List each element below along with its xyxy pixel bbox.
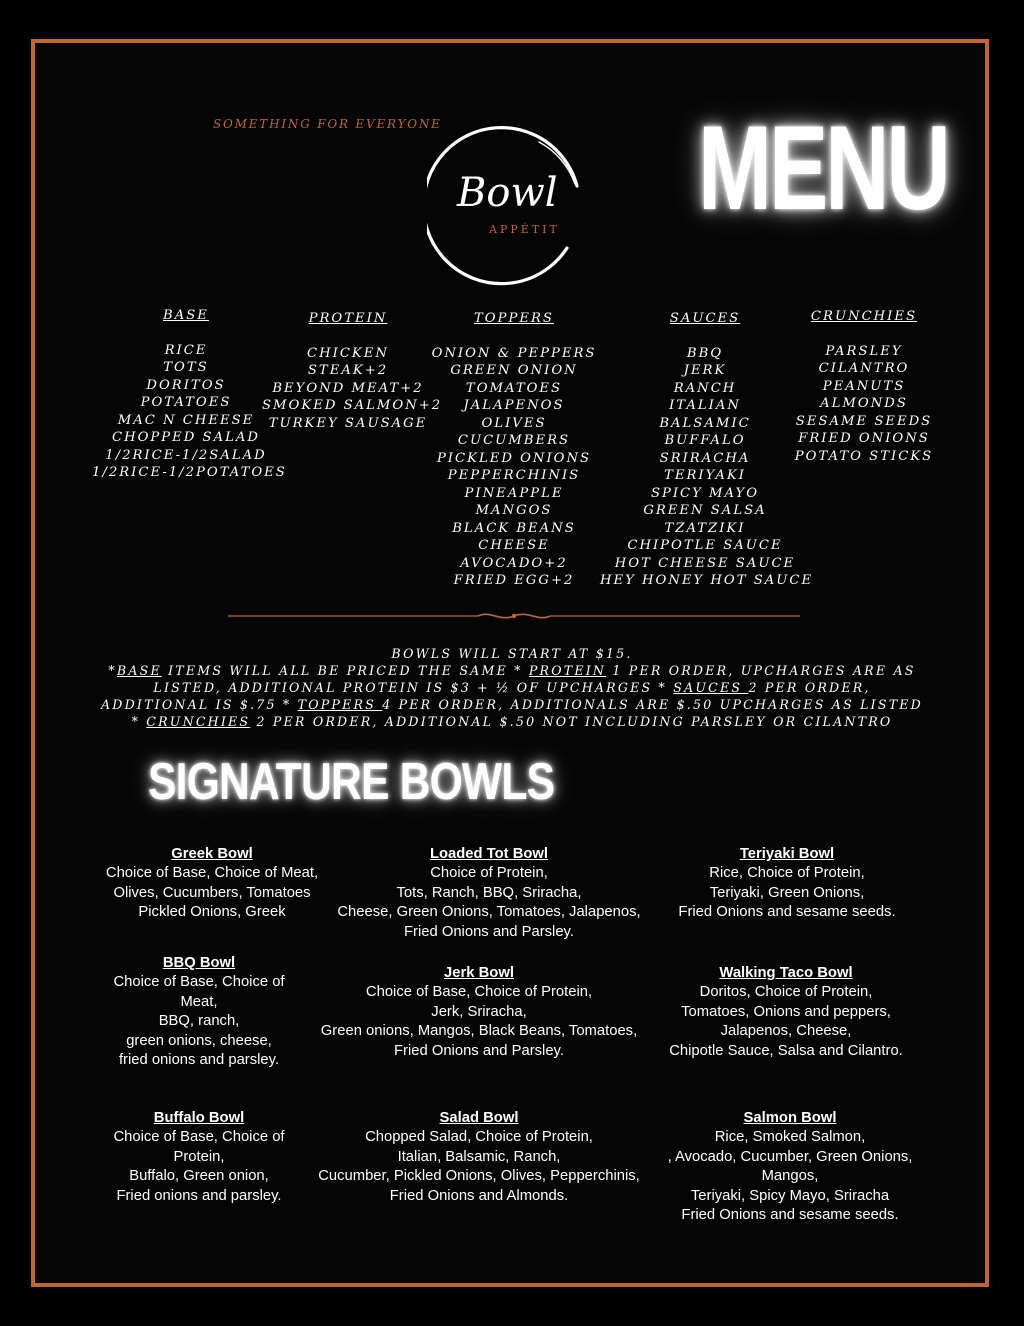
- bowl-line: Cucumber, Pickled Onions, Olives, Pepperchinis,: [318, 1168, 640, 1185]
- bowl-line: Buffalo, Green onion,: [129, 1168, 269, 1185]
- base-heading: BASE: [163, 308, 209, 323]
- toppers-item: TOMATOES: [465, 380, 563, 396]
- notes-details: *BASE ITEMS WILL ALL BE PRICED THE SAME * PROTEIN 1 PER ORDER, UPCHARGES ARE AS LISTED, ADDITIONAL PROTEIN IS $3 + ½ OF UPCHARGES * SAUCES 2 PER ORDER, ADDITIONAL IS $.75 * TOPPERS 4 PER ORDER, ADDITIONALS ARE $.50 UPCHARGES AS LISTED * CRUNCHIES 2 PER ORDER, ADDITIONAL $.50 NOT INCLUDING PARSLEY OR CILANTRO: [101, 663, 923, 729]
- toppers-item: PICKLED ONIONS: [436, 450, 592, 466]
- protein-column: [262, 310, 443, 432]
- notes-start-price: BOWLS WILL START AT $15.: [391, 646, 633, 661]
- toppers-item: CHEESE: [478, 538, 550, 553]
- bowl-card: [652, 964, 920, 1061]
- toppers-item: JALAPENOS: [463, 398, 565, 413]
- bowl-line: Chopped Salad, Choice of Protein,: [365, 1129, 593, 1146]
- bowl-line: Olives, Cucumbers, Tomatoes: [113, 884, 311, 901]
- crunchies-column: [794, 308, 934, 465]
- bowl-card: [656, 1109, 924, 1225]
- bowl-card: [662, 845, 912, 923]
- crunchies-heading: CRUNCHIES: [810, 309, 918, 324]
- crunchies-item: PARSLEY: [825, 343, 903, 359]
- bowl-line: Choice of Base, Choice of Meat,: [105, 865, 319, 882]
- bowl-line: Fried Onions and sesame seeds.: [678, 904, 896, 921]
- bowl-card: [324, 845, 654, 942]
- sauces-item: JERK: [683, 363, 727, 378]
- pricing-notes: [100, 645, 924, 730]
- toppers-item: ONION & PEPPERS: [431, 345, 597, 361]
- toppers-item: OLIVES: [481, 415, 547, 431]
- notes-crunchies-label: CRUNCHIES: [146, 714, 251, 729]
- bowl-line: Choice of Base, Choice of: [113, 974, 285, 991]
- toppers-item: MANGOS: [475, 503, 553, 518]
- bowl-line: Green onions, Mangos, Black Beans, Tomatoes,: [320, 1023, 638, 1040]
- sauces-item: RANCH: [673, 380, 737, 396]
- base-item: TOTS: [163, 360, 209, 375]
- sauces-item: HEY HONEY HOT SAUCE: [600, 573, 814, 588]
- bowl-line: Jalapenos, Cheese,: [720, 1023, 852, 1040]
- toppers-item: BLACK BEANS: [452, 520, 576, 536]
- bowl-card: [90, 954, 308, 1070]
- bowl-line: Tots, Ranch, BBQ, Sriracha,: [396, 884, 582, 901]
- bowl-line: Chipotle Sauce, Salsa and Cilantro.: [669, 1042, 903, 1059]
- bowl-card: [300, 1109, 658, 1206]
- bowl-line: Pickled Onions, Greek: [138, 904, 286, 921]
- bowl-card: [306, 964, 652, 1061]
- toppers-item: FRIED EGG+2: [453, 573, 575, 588]
- bowl-line: Jerk, Sriracha,: [431, 1003, 527, 1020]
- bowl-line: fried onions and parsley.: [118, 1052, 280, 1069]
- protein-item: SMOKED SALMON+2: [262, 398, 443, 413]
- bowl-line: Mangos,: [761, 1168, 819, 1185]
- toppers-item: PINEAPPLE: [464, 485, 564, 501]
- toppers-heading: TOPPERS: [474, 311, 554, 326]
- bowl-line: BBQ, ranch,: [158, 1013, 240, 1030]
- protein-heading: PROTEIN: [308, 311, 388, 326]
- bowl-line: Fried Onions and sesame seeds.: [681, 1207, 899, 1224]
- ornament-divider: [228, 608, 800, 624]
- protein-item: STEAK+2: [307, 363, 389, 378]
- bowl-name: Greek Bowl: [171, 846, 253, 862]
- sauces-heading: SAUCES: [669, 311, 741, 326]
- base-item: 1/2RICE-1/2POTATOES: [92, 465, 287, 480]
- bowl-name: Salmon Bowl: [743, 1110, 837, 1126]
- notes-base-label: BASE: [116, 663, 162, 678]
- bowl-line: Teriyaki, Spicy Mayo, Sriracha: [690, 1187, 890, 1204]
- protein-item: CHICKEN: [307, 345, 389, 361]
- menu-title: MENU: [698, 101, 948, 235]
- bowl-name: Loaded Tot Bowl: [429, 846, 549, 862]
- sauces-column: [600, 310, 814, 590]
- tagline: SOMETHING FOR EVERYONE: [213, 117, 442, 131]
- base-item: POTATOES: [140, 395, 232, 410]
- toppers-item: PEPPERCHINIS: [447, 468, 581, 483]
- bowl-appetit-logo: [427, 126, 597, 296]
- notes-sauces-label: SAUCES: [673, 680, 749, 695]
- bowl-name: Salad Bowl: [439, 1110, 519, 1126]
- base-item: CHOPPED SALAD: [112, 430, 260, 445]
- bowl-line: Tomatoes, Onions and peppers,: [681, 1003, 891, 1020]
- crunchies-item: FRIED ONIONS: [798, 431, 930, 446]
- signature-bowls-title: SIGNATURE BOWLS: [148, 753, 555, 811]
- bowl-name: Jerk Bowl: [444, 965, 514, 981]
- bowl-line: Choice of Base, Choice of Protein,: [365, 984, 593, 1001]
- sauces-item: CHIPOTLE SAUCE: [627, 538, 783, 553]
- notes-toppers-label: TOPPERS: [297, 697, 383, 712]
- base-item: MAC N CHEESE: [117, 412, 255, 428]
- sauces-item: BUFFALO: [664, 433, 746, 448]
- bowl-line: Protein,: [173, 1148, 225, 1165]
- bowl-line: Choice of Base, Choice of: [113, 1129, 285, 1146]
- sauces-item: TZATZIKI: [664, 520, 746, 536]
- base-item: DORITOS: [146, 377, 226, 393]
- crunchies-item: SESAME SEEDS: [795, 413, 933, 429]
- bowl-line: Cheese, Green Onions, Tomatoes, Jalapenos,: [337, 904, 641, 921]
- bowl-line: , Avocado, Cucumber, Green Onions,: [667, 1148, 913, 1165]
- bowl-name: Walking Taco Bowl: [719, 965, 853, 981]
- bowl-line: Doritos, Choice of Protein,: [699, 984, 873, 1001]
- bowl-line: Meat,: [180, 993, 218, 1010]
- protein-item: TURKEY SAUSAGE: [268, 415, 428, 431]
- bowl-card: [90, 1109, 308, 1206]
- bowl-card: [92, 845, 332, 923]
- toppers-item: AVOCADO+2: [460, 555, 568, 571]
- bowl-line: Fried Onions and Almonds.: [389, 1187, 569, 1204]
- sauces-item: BBQ: [686, 345, 724, 361]
- notes-protein-label: PROTEIN: [528, 663, 607, 678]
- sauces-item: SPICY MAYO: [650, 485, 760, 501]
- bowl-line: Choice of Protein,: [430, 865, 548, 882]
- sauces-item: TERIYAKI: [664, 468, 746, 483]
- sauces-item: HOT CHEESE SAUCE: [614, 555, 796, 571]
- crunchies-item: POTATO STICKS: [794, 448, 934, 464]
- bowl-line: green onions, cheese,: [126, 1032, 272, 1049]
- logo-sub: APPÉTIT: [489, 223, 560, 236]
- bowl-name: Teriyaki Bowl: [739, 846, 835, 862]
- sauces-item: SRIRACHA: [659, 450, 751, 466]
- toppers-item: CUCUMBERS: [457, 433, 571, 448]
- bowl-line: Fried Onions and Parsley.: [404, 923, 574, 940]
- protein-item: BEYOND MEAT+2: [272, 380, 424, 396]
- sauces-item: GREEN SALSA: [643, 503, 767, 518]
- base-item: RICE: [164, 342, 208, 358]
- toppers-item: GREEN ONION: [450, 363, 578, 378]
- bowl-name: BBQ Bowl: [162, 955, 236, 971]
- sauces-item: BALSAMIC: [659, 415, 751, 431]
- crunchies-item: CILANTRO: [818, 361, 910, 376]
- base-item: 1/2RICE-1/2SALAD: [105, 447, 267, 463]
- bowl-line: Italian, Balsamic, Ranch,: [397, 1148, 561, 1165]
- bowl-line: Rice, Smoked Salmon,: [714, 1129, 866, 1146]
- bowl-line: Fried Onions and Parsley.: [394, 1042, 564, 1059]
- bowl-line: Rice, Choice of Protein,: [709, 865, 865, 882]
- toppers-column: [430, 310, 598, 590]
- bowl-line: Teriyaki, Green Onions,: [709, 884, 865, 901]
- crunchies-item: ALMONDS: [820, 396, 908, 411]
- logo-script: Bowl: [457, 170, 558, 216]
- base-column: [92, 307, 287, 482]
- sauces-item: ITALIAN: [669, 398, 741, 413]
- bowl-line: Fried onions and parsley.: [116, 1187, 282, 1204]
- crunchies-item: PEANUTS: [822, 378, 906, 394]
- bowl-name: Buffalo Bowl: [153, 1110, 245, 1126]
